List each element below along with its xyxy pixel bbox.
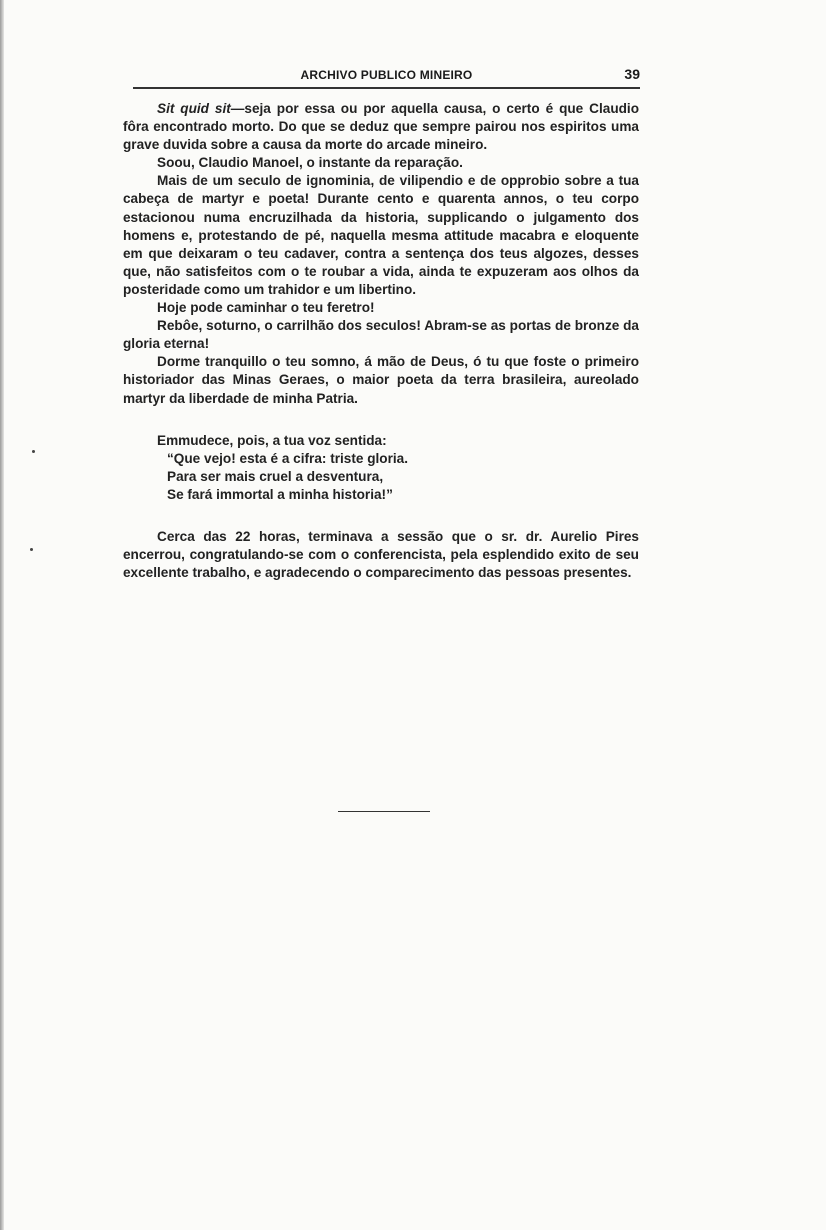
header-rule (133, 87, 640, 89)
page-number: 39 (624, 66, 640, 82)
verse-intro: Emmudece, pois, a tua voz sentida: (157, 432, 387, 448)
paragraph-6: Dorme tranquillo o teu somno, á mão de Deus, ó tu que foste o primeiro historiador das Minas Geraes, o maior poeta da terra brasileira, aureolado martyr da liberdade de minha Patria. (123, 354, 639, 406)
paragraph-1 (123, 100, 639, 154)
scan-edge-shadow (0, 0, 4, 1230)
paragraph-1-text: —seja por essa ou por aquella causa, o certo é que Claudio fôra encontrado morto. Do que se deduz que sempre pairou nos espiritos uma grave duvida sobre a causa da morte do arcade mineiro. (123, 101, 640, 153)
paragraph-5: Rebôe, soturno, o carrilhão dos seculos! Abram-se as portas de bronze da gloria eterna! (123, 318, 639, 352)
paragraph-4: Hoje pode caminhar o teu feretro! (157, 300, 375, 316)
scan-speck (32, 450, 35, 453)
verse-line: Para ser mais cruel a desventura, (167, 468, 384, 484)
running-title: ARCHIVO PUBLICO MINEIRO (300, 68, 473, 82)
page-header (133, 64, 640, 90)
latin-phrase: Sit quid sit (157, 101, 231, 116)
verse-line: “Que vejo! esta é a cifra: triste gloria. (167, 450, 408, 466)
verse-line: Se fará immortal a minha historia!” (167, 486, 393, 502)
closing-paragraph: Cerca das 22 horas, terminava a sessão que o sr. dr. Aurelio Pires encerrou, congratulando-se com o conferencista, pela esplendido exito de seu excellente trabalho, e agradecendo o comparecimento das pessoas presentes. (123, 528, 639, 581)
verse-block (123, 432, 639, 504)
body-text (123, 100, 639, 582)
scan-speck (30, 548, 33, 551)
closing-block (123, 528, 639, 582)
paragraph-2: Soou, Claudio Manoel, o instante da reparação. (157, 155, 463, 171)
paragraph-3: Mais de um seculo de ignominia, de vilipendio e de opprobio sobre a tua cabeça de martyr e poeta! Durante cento e quarenta annos, o teu corpo estacionou numa encruzilhada da historia, supplicando o julgamento dos homens e, protestando de pé, naquella mesma attitude macabra e eloquente em que deixaram o teu cadaver, contra a sentença dos teus algozes, desses que, não satisfeitos com o te roubar a vida, ainda te expuzeram aos olhos da posteridade como um trahidor e um libertino. (123, 173, 639, 297)
end-rule (338, 811, 430, 812)
